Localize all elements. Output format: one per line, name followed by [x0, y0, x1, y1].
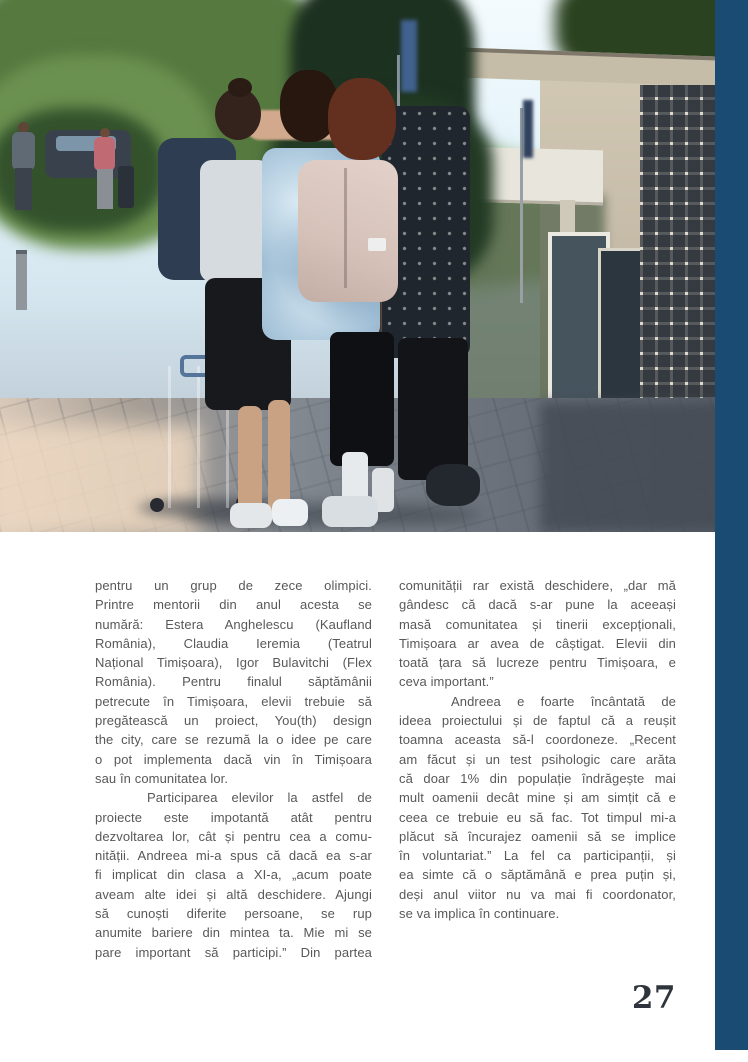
photo-flag: [401, 20, 417, 92]
photo-person: [330, 332, 394, 466]
text-column-right: [399, 576, 676, 923]
photo-shoe: [230, 503, 272, 528]
page-number: 27: [631, 980, 676, 1016]
text-line: ceea ce trebuie eu să fac. Tot timpul mi-a: [399, 809, 676, 825]
text-line: plăcut să încurajez oamenii să se implice: [399, 828, 676, 844]
text-line: masă comunitatea și tinerii excepționali,: [399, 616, 676, 632]
text-line: pare important să participi.” Din partea: [95, 944, 372, 960]
photo-backpack-label: [368, 238, 386, 251]
photo-shoe: [272, 499, 308, 526]
photo-shoe: [322, 496, 378, 527]
text-line: pentru un grup de zece olimpici.: [95, 578, 372, 593]
photo-luggage: [118, 166, 134, 208]
text-line: o pot implementa dacă vin în Timișoara: [95, 751, 372, 767]
text-line: în voluntariat.” La fel ca participanții, și: [399, 848, 676, 864]
text-line: sau în comunitatea lor.: [95, 770, 229, 786]
photo-breezeblock-wall: [640, 85, 716, 415]
text-line: pregătească un proiect, You(th) design: [95, 713, 372, 729]
text-line: numără: Estera Anghelescu (Kaufland: [95, 616, 372, 632]
text-column-left: [95, 576, 372, 962]
text-line: ea simte că o săptămână e prea puțin și,: [399, 867, 676, 883]
photo-suitcase-wheel: [150, 498, 164, 512]
text-line: Național Timișoara), Igor Bulavitchi (Flex: [95, 655, 372, 671]
text-line: Printre mentorii din anul acesta se: [95, 597, 372, 613]
text-line: România), Claudia Ieremia (Teatrul: [95, 635, 372, 651]
text-line: toată țara să lucreze pentru Timișoara, e: [399, 655, 676, 671]
text-line: am făcut și un test psihologic care arăta: [399, 751, 676, 767]
text-line: ideea proiectului și de faptul că a reușit: [399, 713, 676, 729]
text-line: dezvoltarea lor, cât și pentru cea a comu-: [95, 828, 372, 844]
text-line: the city, care se rezumă la o idee pe care: [95, 732, 372, 748]
photo-person: [398, 338, 468, 480]
text-line: aveam alte idei și altă deschidere. Ajungi: [95, 886, 372, 902]
text-line: petrecute în Timișoara, elevii trebuie să: [95, 693, 372, 709]
text-line: deși anul viitor nu va mai fi coordonator,: [399, 886, 676, 902]
text-line: comunității rar există deschidere, „dar mă: [399, 578, 676, 593]
photo-person: [12, 132, 35, 170]
text-line: gândesc că dacă s-ar pune la aceeași: [399, 597, 676, 613]
photo-person: [97, 169, 113, 209]
text-line: nității. Andreea mi-a spus că dacă ea s-ar: [95, 848, 372, 864]
photo-person: [200, 160, 270, 282]
photo-shoe: [426, 464, 480, 506]
text-line: Andreea e foarte încântată de: [451, 693, 676, 709]
photo-person: [94, 137, 115, 171]
text-line: se va implica în continuare.: [399, 906, 560, 922]
photo-backpack-seam: [344, 168, 347, 288]
text-line: să cunoști diferite persoane, se rup: [95, 906, 372, 922]
right-accent-bar: [715, 0, 748, 1050]
photo-person: [238, 406, 262, 518]
text-line: mult oamenii decât mine și am simțit că e: [399, 790, 676, 806]
photo-bollard: [16, 250, 27, 310]
text-line: România). Pentru finalul săptămânii: [95, 674, 372, 690]
text-line: ceva important.”: [399, 674, 494, 690]
text-line: proiecte este impotantă atât pentru: [95, 809, 372, 825]
photo-person-hairbun: [228, 78, 252, 97]
text-line: că doar 1% din populație îndrăgește mai: [399, 770, 676, 786]
photo-backpack: [298, 160, 398, 302]
photo-person-head: [328, 78, 396, 160]
text-line: fi implicat din clasa a XI-a, „acum poate: [95, 867, 372, 883]
text-line: anumite bariere din mintea ta. Mie mi se: [95, 925, 372, 941]
text-line: Timișoara ar avea de câștigat. Elevii din: [399, 635, 676, 651]
text-line: Participarea elevilor la astfel de: [147, 790, 372, 806]
photo-flag: [523, 100, 533, 158]
text-line: toamna aceasta să-l coordoneze. „Recent: [399, 732, 676, 748]
photo-person: [15, 168, 32, 210]
